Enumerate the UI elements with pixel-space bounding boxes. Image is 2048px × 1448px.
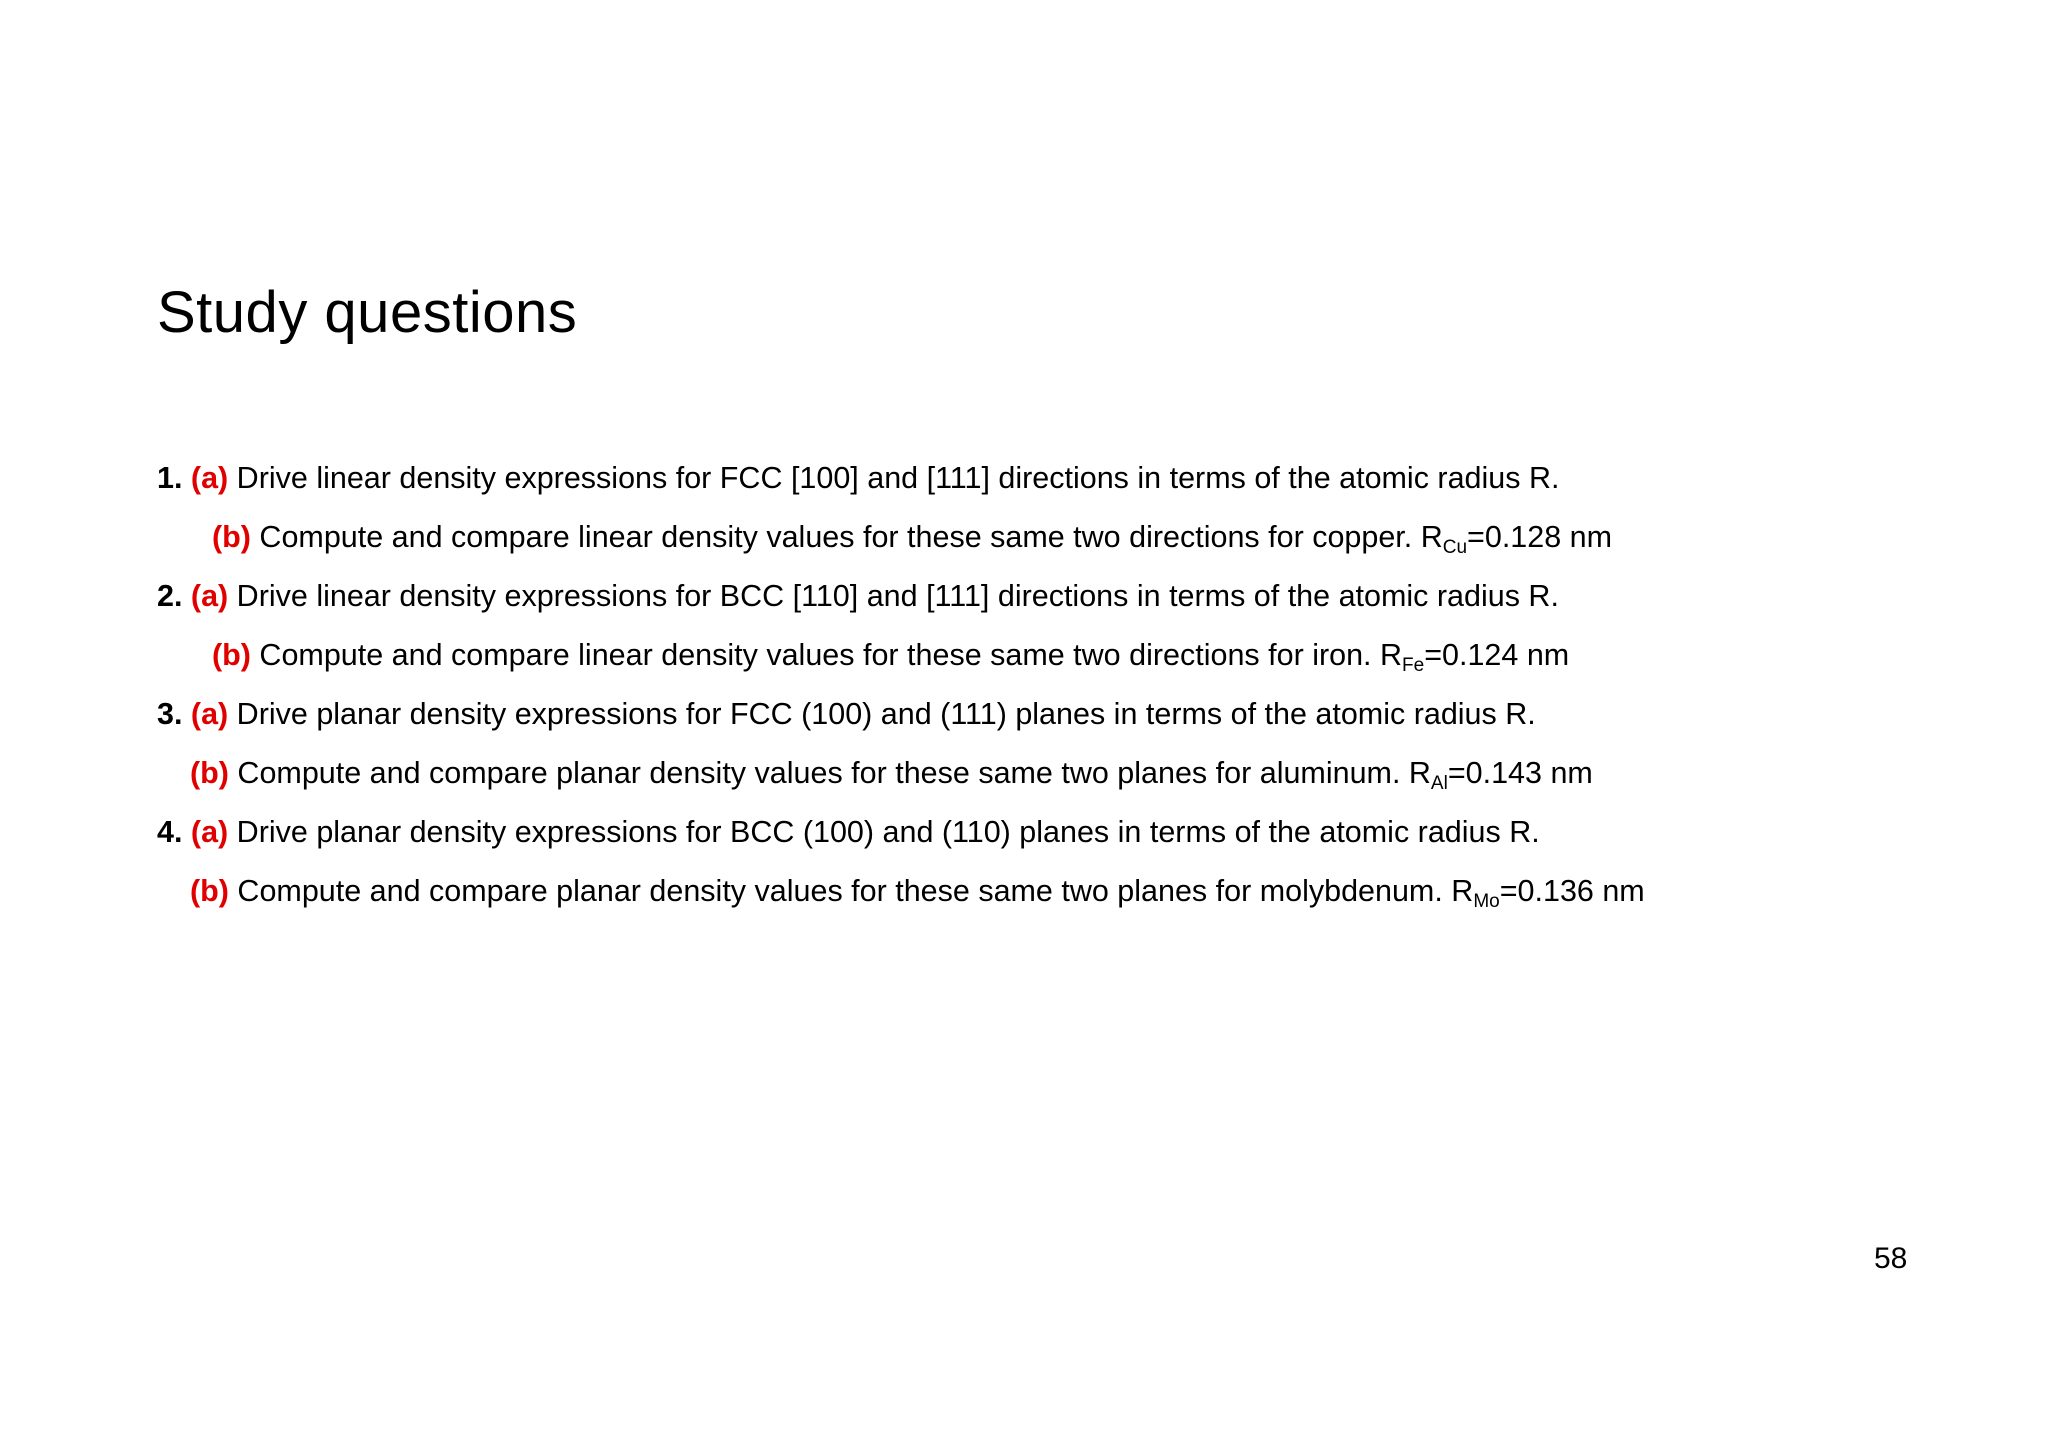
part-b-label: (b) [212,520,251,554]
radius-subscript: Mo [1473,891,1500,912]
question-number: 1. [157,461,183,495]
slide-title: Study questions [157,280,578,345]
part-b-label: (b) [190,756,229,790]
question-4b [190,871,1645,911]
radius-value: =0.128 nm [1467,520,1613,554]
question-3a [157,694,1536,734]
radius-subscript: Cu [1442,537,1468,558]
question-text: Compute and compare planar density values for these same two planes for molybdenum. R [228,874,1474,908]
question-number: 3. [157,697,183,731]
part-a-label: (a) [190,697,229,731]
radius-subscript: Fe [1402,655,1425,676]
question-text: Drive linear density expressions for FCC [100] and [111] directions in terms of the atomic radius R. [228,461,1560,495]
part-a-label: (a) [190,815,229,849]
radius-value: =0.143 nm [1447,756,1593,790]
question-number: 2. [157,579,183,613]
question-text: Compute and compare linear density values for these same two directions for iron. R [250,638,1403,672]
question-3b [190,753,1593,793]
question-1a [157,458,1559,498]
question-text: Drive planar density expressions for FCC (100) and (111) planes in terms of the atomic radius R. [228,697,1536,731]
question-text: Drive linear density expressions for BCC [110] and [111] directions in terms of the atomic radius R. [228,579,1559,613]
radius-value: =0.136 nm [1499,874,1645,908]
part-a-label: (a) [190,579,229,613]
question-2b [212,635,1569,675]
question-text: Compute and compare linear density values for these same two directions for copper. R [250,520,1443,554]
radius-value: =0.124 nm [1424,638,1570,672]
question-2a [157,576,1559,616]
radius-subscript: Al [1430,773,1448,794]
question-text: Drive planar density expressions for BCC (100) and (110) planes in terms of the atomic radius R. [228,815,1540,849]
page-number: 58 [1874,1242,1908,1275]
question-4a [157,812,1540,852]
part-b-label: (b) [212,638,251,672]
question-1b [212,517,1612,557]
part-b-label: (b) [190,874,229,908]
part-a-label: (a) [190,461,229,495]
question-number: 4. [157,815,183,849]
question-text: Compute and compare planar density values for these same two planes for aluminum. R [228,756,1431,790]
